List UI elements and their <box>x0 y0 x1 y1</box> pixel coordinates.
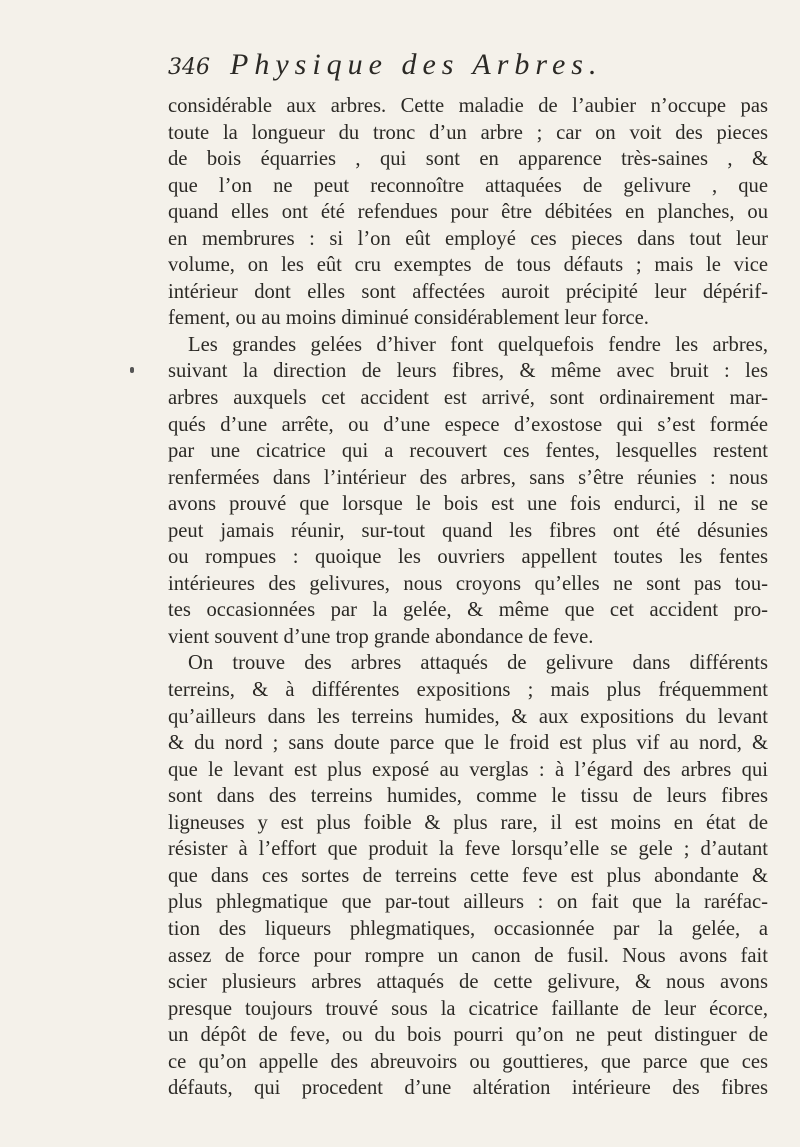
text-line: plus phlegmatique que par-tout ailleurs : on fait que la raréfac- <box>168 891 768 914</box>
text-line: terreins, & à différentes expositions ; mais plus fréquemment <box>168 679 768 702</box>
page-number: 346 <box>168 55 210 80</box>
text-line: volume, on les eût cru exemptes de tous défauts ; mais le vice <box>168 254 768 277</box>
text-line: presque toujours trouvé sous la cicatrice faillante de leur écorce, <box>168 997 768 1020</box>
text-line: arbres auxquels cet accident est arrivé, sont ordinairement mar- <box>168 387 768 410</box>
text-line: par une cicatrice qui a recouvert ces fentes, lesquelles restent <box>168 440 768 463</box>
text-line: vient souvent d’une trop grande abondance de feve. <box>168 625 594 648</box>
text-line: Les grandes gelées d’hiver font quelquefois fendre les arbres, <box>188 333 768 356</box>
running-title: Physique des Arbres. <box>230 48 603 81</box>
text-line: assez de force pour rompre un canon de fusil. Nous avons fait <box>168 944 768 967</box>
text-line: tes occasionnées par la gelée, & même que cet accident pro- <box>168 599 768 622</box>
text-line: de bois équarries , qui sont en apparence très-saines , & <box>168 148 768 171</box>
text-line: scier plusieurs arbres attaqués de cette gelivure, & nous avons <box>168 971 768 994</box>
text-line: toute la longueur du tronc d’un arbre ; car on voit des pieces <box>168 121 768 144</box>
text-line: quand elles ont été refendues pour être débitées en planches, ou <box>168 201 768 224</box>
text-line: renfermées dans l’intérieur des arbres, sans s’être réunies : nous <box>168 466 768 489</box>
text-line: défauts, qui procedent d’une altération intérieure des fibres <box>168 1077 768 1100</box>
text-line: résister à l’effort que produit la feve lorsqu’elle se gele ; d’autant <box>168 838 768 861</box>
text-line: que dans ces sortes de terreins cette feve est plus abondante & <box>168 864 768 887</box>
text-line: qués d’une arrête, ou d’une espece d’exostose qui s’est formée <box>168 413 768 436</box>
body-text <box>168 93 768 1102</box>
text-line: On trouve des arbres attaqués de gelivure dans différents <box>188 652 768 675</box>
text-line: considérable aux arbres. Cette maladie de l’aubier n’occupe pas <box>168 95 768 117</box>
text-line: tion des liqueurs phlegmatiques, occasionnée par la gelée, a <box>168 917 768 940</box>
text-line: peut jamais réunir, sur-tout quand les fibres ont été désunies <box>168 519 768 542</box>
margin-mark <box>130 367 134 373</box>
text-line: en membrures : si l’on eût employé ces pieces dans tout leur <box>168 227 768 250</box>
text-line: ou rompues : quoique les ouvriers appellent toutes les fentes <box>168 546 768 569</box>
text-line: intérieures des gelivures, nous croyons qu’elles ne sont pas tou- <box>168 572 768 595</box>
text-line: avons prouvé que lorsque le bois est une fois endurci, il ne se <box>168 493 768 516</box>
text-line: intérieur dont elles sont affectées auroit précipité leur dépérif- <box>168 280 768 303</box>
text-line: ligneuses y est plus foible & plus rare, il est moins en état de <box>168 811 768 834</box>
text-line: sont dans des terreins humides, comme le tissu de leurs fibres <box>168 785 768 808</box>
text-line: un dépôt de feve, ou du bois pourri qu’on ne peut distinguer de <box>168 1024 768 1047</box>
text-line: ce qu’on appelle des abreuvoirs ou gouttieres, que parce que ces <box>168 1050 768 1073</box>
text-line: fement, ou au moins diminué considérablement leur force. <box>168 307 649 330</box>
text-line: que le levant est plus exposé au verglas : à l’égard des arbres qui <box>168 758 768 781</box>
text-line: suivant la direction de leurs fibres, & même avec bruit : les <box>168 360 768 383</box>
text-line: que l’on ne peut reconnoître attaquées de gelivure , que <box>168 174 768 197</box>
text-line: qu’ailleurs dans les terreins humides, & aux expositions du levant <box>168 705 768 728</box>
text-line: & du nord ; sans doute parce que le froid est plus vif au nord, & <box>168 732 768 755</box>
page-header <box>168 48 768 88</box>
